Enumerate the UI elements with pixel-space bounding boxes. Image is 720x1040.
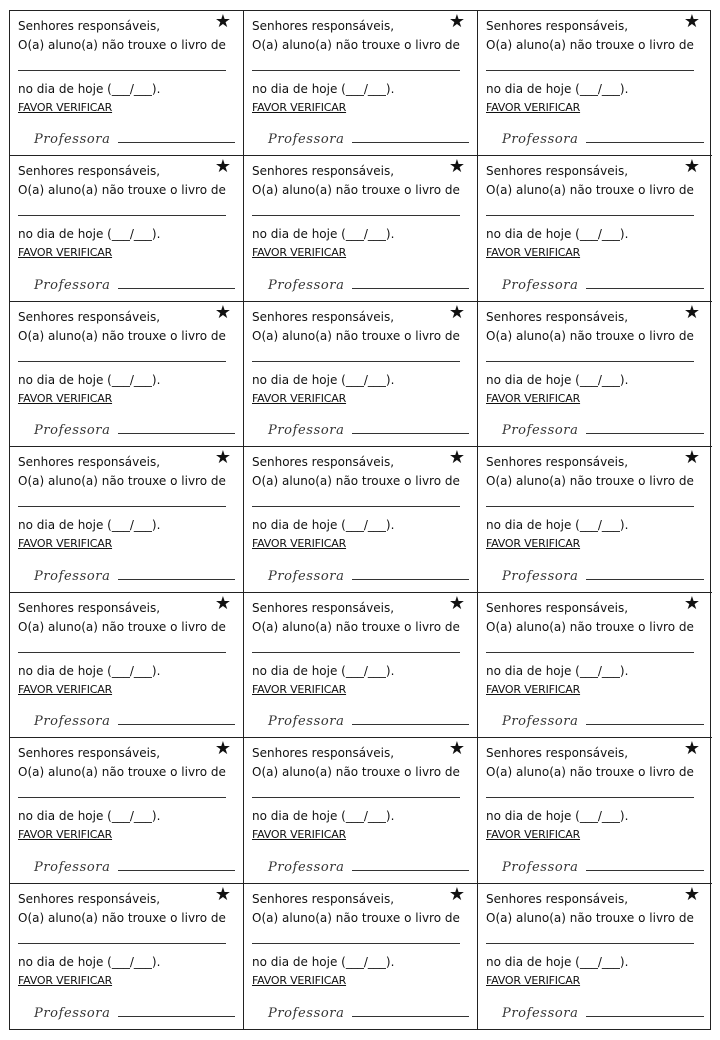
student-line: O(a) aluno(a) não trouxe o livro de [18,910,226,925]
star-icon: ★ [214,11,231,32]
student-line: O(a) aluno(a) não trouxe o livro de [486,183,694,198]
student-line: O(a) aluno(a) não trouxe o livro de [486,38,694,52]
signature-label: Professora [34,1006,111,1021]
book-blank-line [18,942,226,944]
star-icon: ★ [448,301,465,323]
star-icon: ★ [214,592,231,614]
star-icon: ★ [448,11,465,32]
student-line: O(a) aluno(a) não trouxe o livro de [252,474,460,489]
book-blank-line [252,505,460,507]
book-blank-line [486,360,694,362]
greeting-text: Senhores responsáveis, [486,891,629,906]
greeting-text: Senhores responsáveis, [252,891,395,906]
note-card [244,156,478,301]
greeting-text: Senhores responsáveis, [486,19,629,33]
note-card [244,302,478,447]
star-icon: ★ [683,11,700,32]
signature-row [34,132,235,147]
signature-line [118,578,235,580]
note-card [10,302,244,447]
signature-row [502,1006,704,1021]
note-card [478,738,712,883]
note-card [478,302,712,447]
signature-row [502,278,704,293]
signature-line [586,287,704,289]
verify-text: FAVOR VERIFICAR [252,101,347,114]
greeting-text: Senhores responsáveis, [252,164,395,179]
greeting-text: Senhores responsáveis, [486,309,629,324]
student-line: O(a) aluno(a) não trouxe o livro de [18,38,226,52]
greeting-text: Senhores responsáveis, [486,164,629,179]
signature-row [34,1006,235,1021]
student-line: O(a) aluno(a) não trouxe o livro de [486,619,694,634]
signature-label: Professora [502,568,579,584]
star-icon: ★ [214,447,231,469]
date-line: no dia de hoje (___/___). [486,82,629,96]
book-blank-line [486,214,694,216]
date-line: no dia de hoje (___/___). [252,809,395,824]
book-blank-line [18,360,226,362]
greeting-text: Senhores responsáveis, [486,600,629,615]
signature-row [268,569,469,584]
verify-text: FAVOR VERIFICAR [486,537,581,551]
signature-row [268,860,469,875]
verify-text: FAVOR VERIFICAR [252,682,347,696]
note-card [244,884,478,1029]
star-icon: ★ [683,301,700,323]
date-line: no dia de hoje (___/___). [486,809,629,824]
star-icon: ★ [214,883,231,905]
signature-label: Professora [502,132,579,148]
signature-row [502,569,704,584]
signature-label: Professora [268,1006,345,1021]
book-blank-line [252,360,460,362]
signature-row [268,423,469,438]
star-icon: ★ [214,738,231,760]
date-line: no dia de hoje (___/___). [486,372,629,387]
verify-text: FAVOR VERIFICAR [18,973,113,987]
signature-row [502,423,704,438]
date-line: no dia de hoje (___/___). [486,663,629,678]
signature-label: Professora [34,714,111,730]
signature-row [268,714,469,729]
star-icon: ★ [448,592,465,614]
verify-text: FAVOR VERIFICAR [18,391,113,405]
signature-row [34,423,235,438]
greeting-text: Senhores responsáveis, [18,164,161,179]
signature-line [118,432,235,434]
note-card [244,11,478,156]
date-line: no dia de hoje (___/___). [252,82,395,96]
verify-text: FAVOR VERIFICAR [252,828,347,842]
signature-row [34,278,235,293]
signature-line [586,869,704,871]
date-line: no dia de hoje (___/___). [18,663,161,678]
signature-line [352,869,469,871]
signature-line [118,1015,235,1017]
verify-text: FAVOR VERIFICAR [486,682,581,696]
star-icon: ★ [214,156,231,178]
date-line: no dia de hoje (___/___). [18,82,161,96]
book-blank-line [486,796,694,798]
note-card [478,156,712,301]
signature-label: Professora [502,859,579,875]
signature-label: Professora [502,1006,579,1021]
greeting-text: Senhores responsáveis, [18,891,161,906]
signature-row [268,278,469,293]
student-line: O(a) aluno(a) não trouxe o livro de [486,910,694,925]
date-line: no dia de hoje (___/___). [18,954,161,969]
note-card [244,447,478,592]
student-line: O(a) aluno(a) não trouxe o livro de [18,474,226,489]
book-blank-line [18,796,226,798]
star-icon: ★ [683,592,700,614]
student-line: O(a) aluno(a) não trouxe o livro de [252,328,460,343]
verify-text: FAVOR VERIFICAR [18,246,113,260]
date-line: no dia de hoje (___/___). [18,518,161,533]
date-line: no dia de hoje (___/___). [252,227,395,242]
student-line: O(a) aluno(a) não trouxe o livro de [252,765,460,780]
greeting-text: Senhores responsáveis, [486,746,629,761]
signature-row [268,132,469,147]
verify-text: FAVOR VERIFICAR [18,682,113,696]
signature-line [352,141,469,143]
signature-line [352,1015,469,1017]
date-line: no dia de hoje (___/___). [252,663,395,678]
signature-label: Professora [34,132,111,148]
book-blank-line [18,69,226,71]
greeting-text: Senhores responsáveis, [18,455,161,470]
note-card [478,593,712,738]
signature-line [352,432,469,434]
book-blank-line [252,651,460,653]
signature-line [352,287,469,289]
note-card [10,884,244,1029]
verify-text: FAVOR VERIFICAR [486,391,581,405]
signature-line [586,723,704,725]
book-blank-line [252,942,460,944]
verify-text: FAVOR VERIFICAR [486,246,581,260]
date-line: no dia de hoje (___/___). [252,372,395,387]
verify-text: FAVOR VERIFICAR [252,391,347,405]
book-blank-line [486,505,694,507]
book-blank-line [252,69,460,71]
greeting-text: Senhores responsáveis, [18,600,161,615]
note-card [10,156,244,301]
book-blank-line [18,505,226,507]
greeting-text: Senhores responsáveis, [18,19,161,33]
star-icon: ★ [448,738,465,760]
signature-line [118,723,235,725]
greeting-text: Senhores responsáveis, [486,455,629,470]
book-blank-line [18,651,226,653]
star-icon: ★ [448,883,465,905]
greeting-text: Senhores responsáveis, [252,455,395,470]
signature-label: Professora [502,423,579,439]
student-line: O(a) aluno(a) não trouxe o livro de [18,765,226,780]
signature-label: Professora [34,277,111,293]
signature-line [352,578,469,580]
signature-row [502,714,704,729]
verify-text: FAVOR VERIFICAR [18,828,113,842]
student-line: O(a) aluno(a) não trouxe o livro de [252,38,460,52]
signature-row [34,860,235,875]
signature-row [268,1006,469,1021]
greeting-text: Senhores responsáveis, [18,746,161,761]
date-line: no dia de hoje (___/___). [252,518,395,533]
note-card [10,593,244,738]
signature-label: Professora [502,277,579,293]
verify-text: FAVOR VERIFICAR [252,246,347,260]
signature-line [352,723,469,725]
signature-label: Professora [268,714,345,730]
book-blank-line [252,214,460,216]
verify-text: FAVOR VERIFICAR [18,101,113,114]
signature-label: Professora [34,423,111,439]
note-card [478,884,712,1029]
note-card [244,593,478,738]
signature-line [118,141,235,143]
star-icon: ★ [683,156,700,178]
verify-text: FAVOR VERIFICAR [486,101,581,114]
signature-label: Professora [268,859,345,875]
signature-label: Professora [502,714,579,730]
verify-text: FAVOR VERIFICAR [252,537,347,551]
signature-label: Professora [34,859,111,875]
greeting-text: Senhores responsáveis, [252,19,395,33]
note-card [10,447,244,592]
date-line: no dia de hoje (___/___). [18,227,161,242]
verify-text: FAVOR VERIFICAR [252,973,347,987]
star-icon: ★ [683,738,700,760]
signature-row [34,569,235,584]
star-icon: ★ [214,301,231,323]
signature-line [586,432,704,434]
greeting-text: Senhores responsáveis, [252,746,395,761]
greeting-text: Senhores responsáveis, [252,600,395,615]
signature-label: Professora [34,568,111,584]
student-line: O(a) aluno(a) não trouxe o livro de [486,328,694,343]
signature-row [502,132,704,147]
student-line: O(a) aluno(a) não trouxe o livro de [252,910,460,925]
note-card [478,447,712,592]
note-card [10,738,244,883]
signature-line [586,141,704,143]
star-icon: ★ [683,883,700,905]
signature-line [118,869,235,871]
book-blank-line [18,214,226,216]
date-line: no dia de hoje (___/___). [486,227,629,242]
book-blank-line [486,942,694,944]
star-icon: ★ [448,447,465,469]
student-line: O(a) aluno(a) não trouxe o livro de [486,474,694,489]
verify-text: FAVOR VERIFICAR [18,537,113,551]
signature-row [34,714,235,729]
verify-text: FAVOR VERIFICAR [486,973,581,987]
student-line: O(a) aluno(a) não trouxe o livro de [486,765,694,780]
signature-line [586,1015,704,1017]
note-card [10,11,244,156]
note-card [244,738,478,883]
signature-label: Professora [268,277,345,293]
date-line: no dia de hoje (___/___). [18,809,161,824]
signature-line [586,578,704,580]
star-icon: ★ [448,156,465,178]
greeting-text: Senhores responsáveis, [18,309,161,324]
verify-text: FAVOR VERIFICAR [486,828,581,842]
book-blank-line [486,69,694,71]
signature-label: Professora [268,132,345,148]
notes-sheet [9,10,711,1030]
signature-line [118,287,235,289]
student-line: O(a) aluno(a) não trouxe o livro de [252,619,460,634]
date-line: no dia de hoje (___/___). [486,954,629,969]
book-blank-line [252,796,460,798]
student-line: O(a) aluno(a) não trouxe o livro de [252,183,460,198]
signature-label: Professora [268,568,345,584]
student-line: O(a) aluno(a) não trouxe o livro de [18,619,226,634]
greeting-text: Senhores responsáveis, [252,309,395,324]
student-line: O(a) aluno(a) não trouxe o livro de [18,183,226,198]
student-line: O(a) aluno(a) não trouxe o livro de [18,328,226,343]
signature-row [502,860,704,875]
star-icon: ★ [683,447,700,469]
date-line: no dia de hoje (___/___). [252,954,395,969]
date-line: no dia de hoje (___/___). [18,372,161,387]
note-card [478,11,712,156]
date-line: no dia de hoje (___/___). [486,518,629,533]
signature-label: Professora [268,423,345,439]
book-blank-line [486,651,694,653]
